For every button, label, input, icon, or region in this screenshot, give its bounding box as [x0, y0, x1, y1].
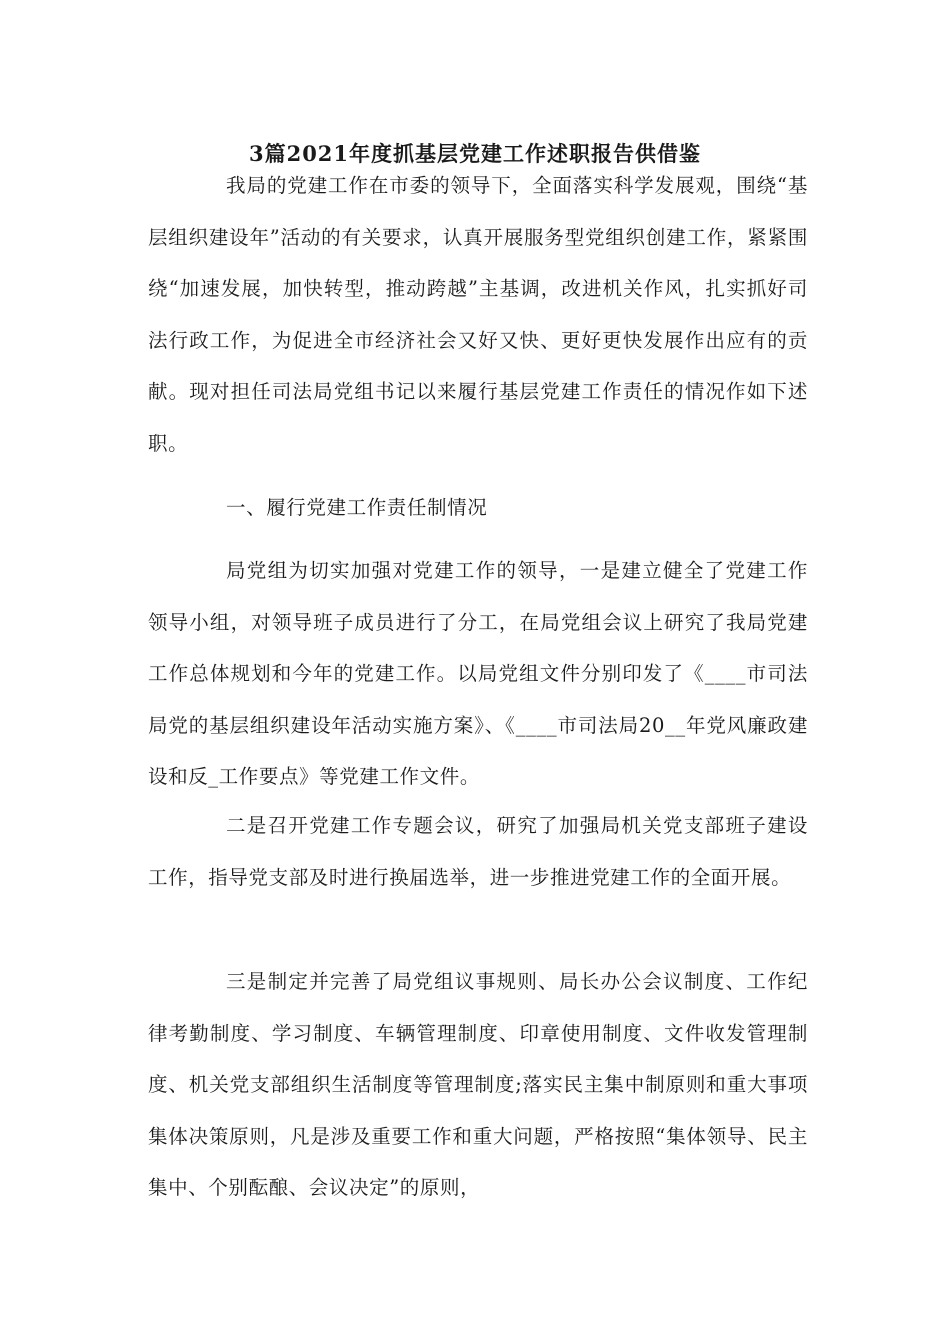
paragraph-1: 局党组为切实加强对党建工作的领导，一是建立健全了党建工作领导小组，对领导班子成员进行了分工，在局党组会议上研究了我局党建工作总体规划和今年的党建工作。以局党组文件分别印发了《____市司法局党的基层组织建设年活动实施方案》、《____市司法局20__年党风廉政建设和反_工作要点》等党建工作文件。	[148, 559, 808, 788]
document-title: 3篇2021年度抓基层党建工作述职报告供借鉴	[248, 141, 702, 166]
paragraph-3: 三是制定并完善了局党组议事规则、局长办公会议制度、工作纪律考勤制度、学习制度、车辆管理制度、印章使用制度、文件收发管理制度、机关党支部组织生活制度等管理制度;落实民主集中制原则和重大事项集体决策原则，凡是涉及重要工作和重大问题，严格按照“集体领导、民主集中、个别酝酿、会议决定”的原则，	[148, 970, 808, 1199]
paragraph-intro: 我局的党建工作在市委的领导下，全面落实科学发展观，围绕“基层组织建设年”活动的有关要求，认真开展服务型党组织创建工作，紧紧围绕“加速发展，加快转型，推动跨越”主基调，改进机关作风，扎实抓好司法行政工作，为促进全市经济社会又好又快、更好更快发展作出应有的贡献。现对担任司法局党组书记以来履行基层党建工作责任的情况作如下述职。	[148, 174, 808, 455]
section-heading: 一、履行党建工作责任制情况	[226, 496, 488, 519]
paragraph-2: 二是召开党建工作专题会议，研究了加强局机关党支部班子建设工作，指导党支部及时进行换届选举，进一步推进党建工作的全面开展。	[148, 814, 808, 889]
